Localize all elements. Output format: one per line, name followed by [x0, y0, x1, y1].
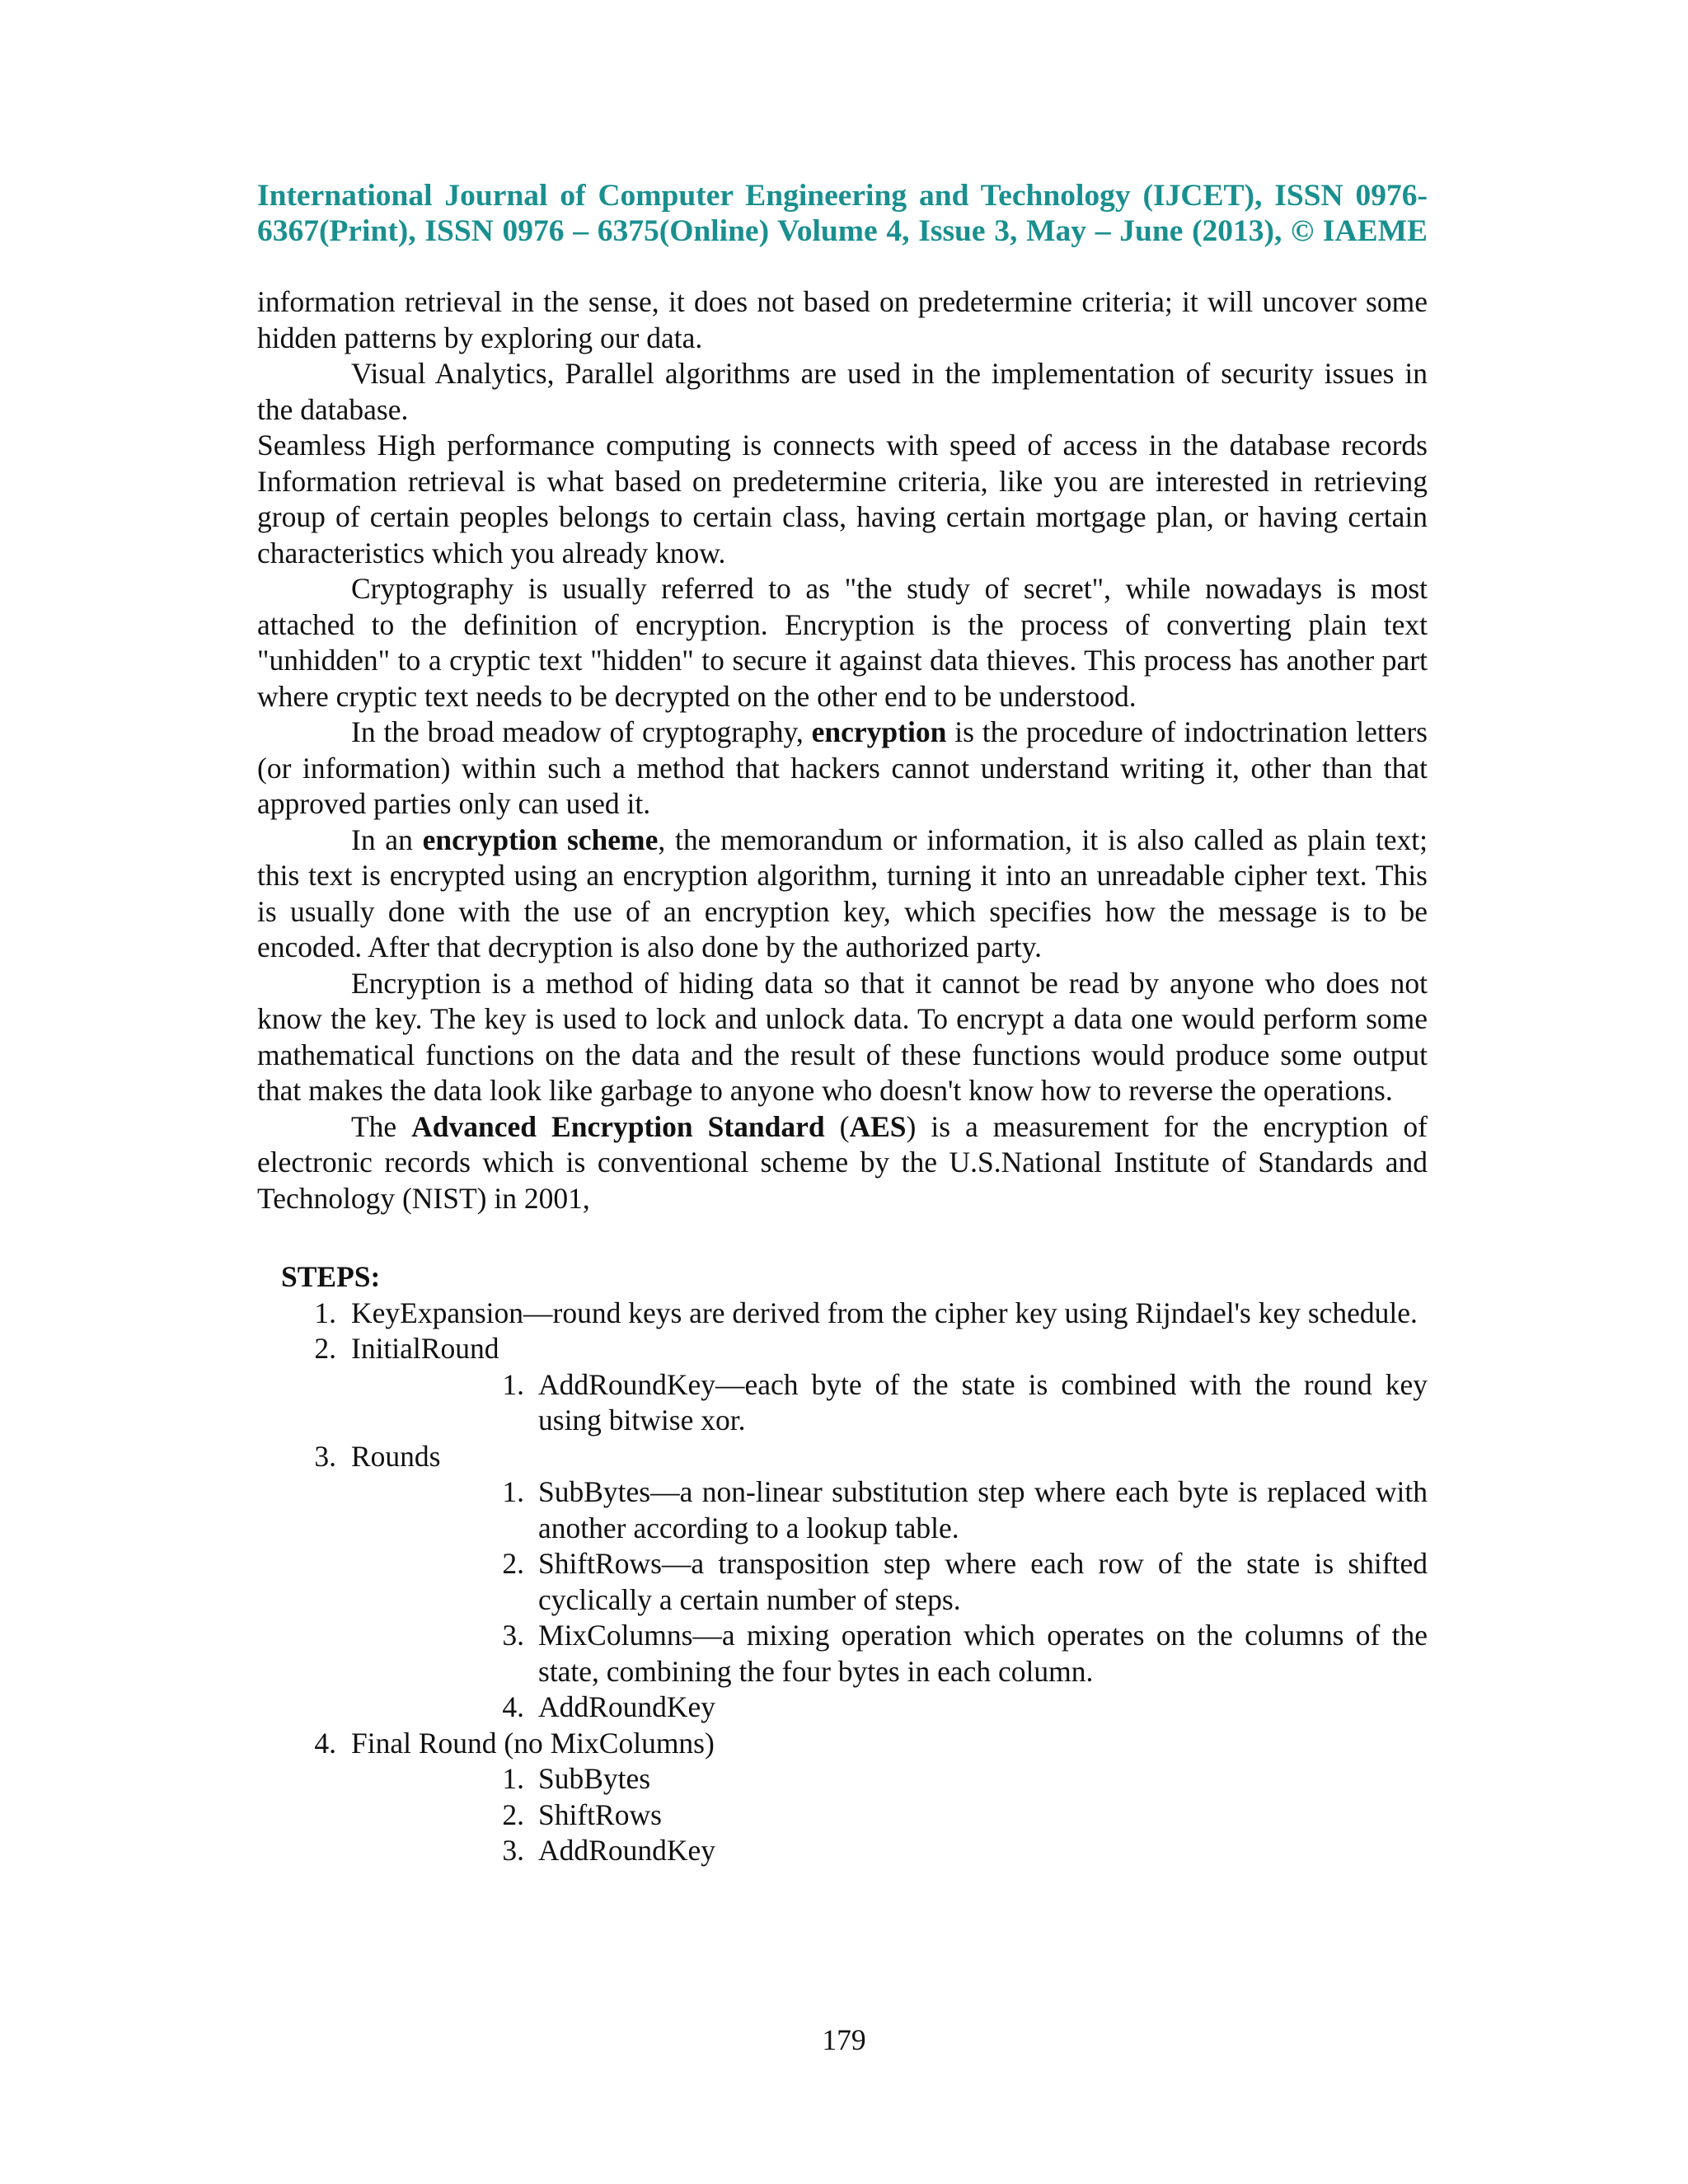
article-body [257, 284, 1428, 1869]
paragraph-5-text-a: In the broad meadow of cryptography, [351, 715, 812, 748]
header-line-2: 6367(Print), ISSN 0976 – 6375(Online) Volume 4, Issue 3, May – June (2013), © IAEME [257, 214, 1428, 248]
substep-number: 1. [502, 1475, 524, 1508]
substep-item [351, 1367, 1428, 1439]
paragraph-6-text-a: In an [351, 823, 423, 856]
substep-text: ShiftRows—a transposition step where each row of the state is shifted cyclically a certain number of steps. [538, 1547, 1428, 1616]
step-number: 2. [314, 1332, 336, 1365]
step-text: Rounds [351, 1439, 441, 1473]
paragraph-8-bold-aes: AES [849, 1109, 907, 1143]
substep-item [351, 1797, 1428, 1834]
paragraph-8 [257, 1109, 1428, 1217]
substep-text: MixColumns—a mixing operation which operates on the columns of the state, combining the four bytes in each column. [538, 1619, 1428, 1688]
paragraph-2: Visual Analytics, Parallel algorithms are used in the implementation of security issues in the database. [257, 357, 1428, 426]
substep-item [351, 1474, 1428, 1546]
step-item [257, 1331, 1428, 1439]
substep-text: AddRoundKey—each byte of the state is combined with the round key using bitwise xor. [538, 1367, 1428, 1436]
substep-text: SubBytes—a non-linear substitution step where each byte is replaced with another according to a lookup table. [538, 1475, 1428, 1544]
substeps-list [351, 1761, 1428, 1869]
substep-number: 2. [502, 1797, 524, 1831]
substep-item [351, 1546, 1428, 1618]
header-line-1: International Journal of Computer Engineering and Technology (IJCET), ISSN 0976- [257, 179, 1428, 213]
paragraph-1: information retrieval in the sense, it does not based on predetermine criteria; it will uncover some hidden patterns by exploring our data. [257, 285, 1428, 354]
paragraph-8-bold-aes-name: Advanced Encryption Standard [411, 1109, 825, 1143]
substep-item [351, 1618, 1428, 1690]
paragraph-8-text-c: ( [824, 1109, 850, 1143]
paragraph-4: Cryptography is usually referred to as "the study of secret", while nowadays is most attached to the definition of encryption. Encryption is the process of converting plain text "unhidden" to a cryptic text "hidden" to secure it against data thieves. This process has another part where cryptic text needs to be decrypted on the other end to be understood. [257, 572, 1428, 713]
substep-number: 3. [502, 1834, 524, 1867]
step-number: 1. [314, 1296, 336, 1329]
paragraph-5 [257, 715, 1428, 823]
paragraph-5-text-c: is the procedure of indoctrination letters (or information) within such a method that hackers cannot understand writing it, other than that approved parties only can used it. [257, 715, 1428, 820]
substep-text: ShiftRows [538, 1797, 662, 1831]
journal-header [257, 178, 1428, 249]
paragraph-8-text-e: ) is a measurement for the encryption of electronic records which is conventional scheme by the U.S.National Institute of Standards and Technology (NIST) in 2001, [257, 1109, 1428, 1215]
paragraph-6 [257, 823, 1428, 966]
steps-list [257, 1296, 1428, 1869]
step-text: KeyExpansion—round keys are derived from the cipher key using Rijndael's key schedule. [351, 1296, 1418, 1329]
page-number: 179 [822, 2023, 866, 2056]
step-number: 3. [314, 1439, 336, 1473]
substeps-list [351, 1474, 1428, 1726]
substep-number: 1. [502, 1367, 524, 1401]
step-item [257, 1439, 1428, 1726]
paragraph-7: Encryption is a method of hiding data so that it cannot be read by anyone who does not know the key. The key is used to lock and unlock data. To encrypt a data one would perform some mathematical functions on the data and the result of these functions would produce some output that makes the data look like garbage to anyone who doesn't know how to reverse the operations. [257, 966, 1428, 1107]
paragraph-6-text-c: , the memorandum or information, it is also called as plain text; this text is encrypted using an encryption algorithm, turning it into an unreadable cipher text. This is usually done with the use of an encryption key, which specifies how the message is to be encoded. After that decryption is also done by the authorized party. [257, 823, 1428, 963]
step-item [257, 1296, 1428, 1332]
paragraph-5-bold: encryption [811, 715, 947, 748]
substep-item [351, 1690, 1428, 1726]
substeps-list [351, 1367, 1428, 1439]
substep-text: SubBytes [538, 1762, 651, 1795]
paragraph-6-bold: encryption scheme [422, 823, 659, 856]
step-number: 4. [314, 1726, 336, 1760]
substep-number: 4. [502, 1690, 524, 1723]
paragraph-8-text-a: The [351, 1109, 412, 1143]
substep-number: 1. [502, 1762, 524, 1795]
steps-title: STEPS: [281, 1260, 381, 1293]
step-text: Final Round (no MixColumns) [351, 1726, 715, 1760]
step-text: InitialRound [351, 1332, 499, 1365]
substep-item [351, 1761, 1428, 1797]
substep-item [351, 1833, 1428, 1869]
substep-text: AddRoundKey [538, 1834, 715, 1867]
substep-text: AddRoundKey [538, 1690, 715, 1723]
substep-number: 3. [502, 1619, 524, 1652]
paragraph-3: Seamless High performance computing is connects with speed of access in the database records Information retrieval is what based on predetermine criteria, like you are interested in retrieving group of certain peoples belongs to certain class, having certain mortgage plan, or having certain characteristics which you already know. [257, 429, 1428, 569]
substep-number: 2. [502, 1547, 524, 1580]
step-item [257, 1726, 1428, 1869]
